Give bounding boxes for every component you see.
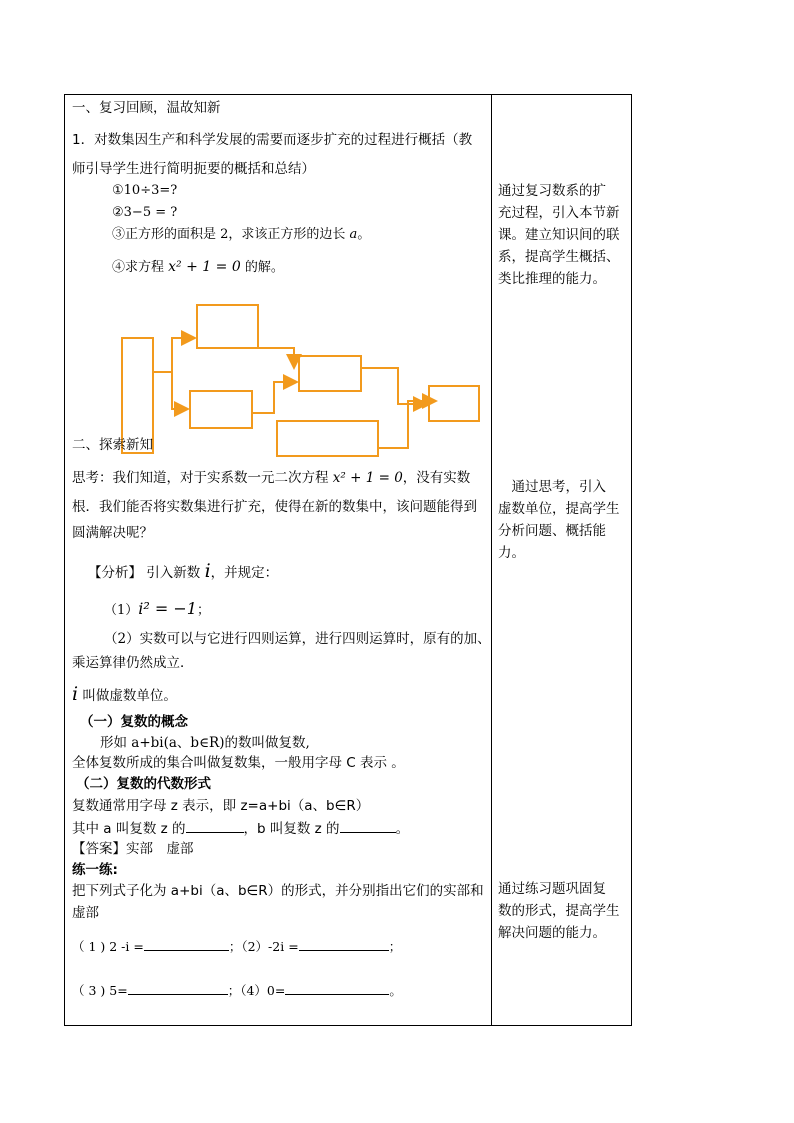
unit-line (72, 683, 177, 706)
analysis-var: i (204, 560, 211, 582)
analysis-text: 【分析】 引入新数 (88, 565, 205, 581)
note2-line: 虚数单位，提高学生 (498, 501, 620, 517)
diagram-box-middle (299, 356, 361, 391)
exercise-2-blank[interactable] (299, 938, 389, 951)
unit-var: i (72, 683, 79, 705)
diagram-box-right (429, 386, 479, 421)
arrow-2 (172, 372, 188, 409)
practice-title: 练一练: (72, 862, 118, 878)
sidebar-note-practice (498, 878, 630, 944)
answer-line: 【答案】实部 虚部 (72, 841, 194, 857)
section1-para-line2: 师引导学生进行简明扼要的概括和总结） (72, 161, 315, 177)
section1-para-line1: 1．对数集因生产和科学发展的需要而逐步扩充的过程进行概括（教 (72, 132, 473, 148)
arrow-5 (361, 368, 427, 404)
rule-1-end: ； (196, 603, 210, 618)
question-3-text: ③正方形的面积是 2，求该正方形的边长 (112, 227, 350, 242)
sidebar-note-think (498, 476, 630, 564)
algebra-text-b: ，b 叫复数 z 的 (243, 821, 340, 837)
unit-text: 叫做虚数单位。 (78, 688, 177, 704)
note1-line: 课。建立知识间的联 (498, 227, 620, 243)
note1-line: 类比推理的能力。 (498, 271, 606, 287)
imaginary-part-blank[interactable] (340, 820, 396, 833)
exercise-1-blank[interactable] (144, 938, 229, 951)
section1-title: 一、复习回顾，温故知新 (72, 100, 221, 116)
concept-line-2: 全体复数所成的集合叫做复数集，一般用字母 C 表示 。 (72, 755, 405, 771)
exercise-2-end: ； (388, 939, 402, 954)
diagram-box-lower (190, 391, 252, 428)
note3-line: 解决问题的能力。 (498, 925, 606, 941)
rule-1 (104, 599, 210, 619)
think-end: ，没有实数 (402, 470, 471, 486)
rule-2-line1: （2）实数可以与它进行四则运算，进行四则运算时，原有的加、 (104, 631, 491, 647)
rule-2-line2: 乘运算律仍然成立． (72, 655, 194, 671)
exercise-3-blank[interactable] (128, 982, 228, 995)
concept-line-1: 形如 a+bi(a、b∈R)的数叫做复数, (100, 735, 310, 751)
analysis-line (88, 560, 278, 583)
think-line-3: 圆满解决呢？ (72, 525, 153, 541)
practice-line-2: 虚部 (72, 905, 99, 921)
question-1: ①10÷3=? (112, 183, 178, 198)
question-3-var: a (349, 227, 358, 242)
algebra-text-c: 。 (395, 821, 410, 837)
note1-line: 充过程，引入本节新 (498, 205, 620, 221)
question-3-end: 。 (357, 227, 371, 242)
question-4-end: 的解。 (240, 260, 284, 275)
exercise-4-blank[interactable] (285, 982, 389, 995)
rule-1-equation: i² = −1 (138, 599, 197, 618)
think-line-2: 根．我们能否将实数集进行扩充，使得在新的数集中，该问题能得到 (72, 499, 477, 515)
note3-line: 通过练习题巩固复 (498, 881, 606, 897)
note3-line: 数的形式，提高学生 (498, 903, 620, 919)
note2-line: 分析问题、概括能力。 (498, 523, 606, 561)
diagram-box-tall (122, 338, 153, 453)
note1-line: 通过复习数系的扩 (498, 183, 606, 199)
note1-line: 系，提高学生概括、 (498, 249, 620, 265)
practice-line-1: 把下列式子化为 a+bi（a、b∈R）的形式，并分别指出它们的实部和 (72, 883, 484, 899)
arrow-6 (378, 401, 436, 448)
think-equation: x² + 1 = 0 (332, 470, 403, 486)
note2-line: 通过思考，引入 (498, 479, 606, 495)
analysis-end: ，并规定： (210, 565, 279, 581)
exercise-3-label: （ 3 ) 5= (72, 983, 128, 998)
diagram-box-top (197, 305, 258, 348)
algebra-title: （二）复数的代数形式 (76, 776, 211, 792)
arrow-3 (258, 348, 294, 368)
exercise-1-label: （ 1 ) 2 -i = (72, 939, 144, 954)
question-4-equation: x² + 1 = 0 (168, 259, 241, 275)
arrow-1 (153, 338, 195, 372)
exercise-4-end: 。 (389, 983, 402, 998)
think-text: 思考：我们知道，对于实系数一元二次方程 (72, 470, 333, 486)
sidebar-note-review (498, 180, 630, 290)
rule-1-number: （1） (104, 603, 139, 618)
arrow-4 (252, 382, 297, 413)
concept-title: （一）复数的概念 (80, 714, 188, 730)
section2-title: 二、探索新知 (72, 437, 153, 453)
think-line-1 (72, 470, 470, 486)
exercise-2-label: ；（2）-2i = (228, 939, 299, 954)
diagram-box-wide (277, 421, 378, 456)
question-2: ②3−5 = ? (112, 205, 178, 220)
real-part-blank[interactable] (186, 820, 244, 833)
question-4-text: ④求方程 (112, 260, 169, 275)
exercise-4-label: ；（4）0= (227, 983, 286, 998)
algebra-line-1: 复数通常用字母 z 表示，即 z=a+bi（a、b∈R） (72, 798, 370, 814)
algebra-line-2 (72, 820, 409, 837)
exercise-row-1 (72, 938, 401, 954)
algebra-text-a: 其中 a 叫复数 z 的 (72, 821, 186, 837)
exercise-row-2 (72, 982, 402, 998)
